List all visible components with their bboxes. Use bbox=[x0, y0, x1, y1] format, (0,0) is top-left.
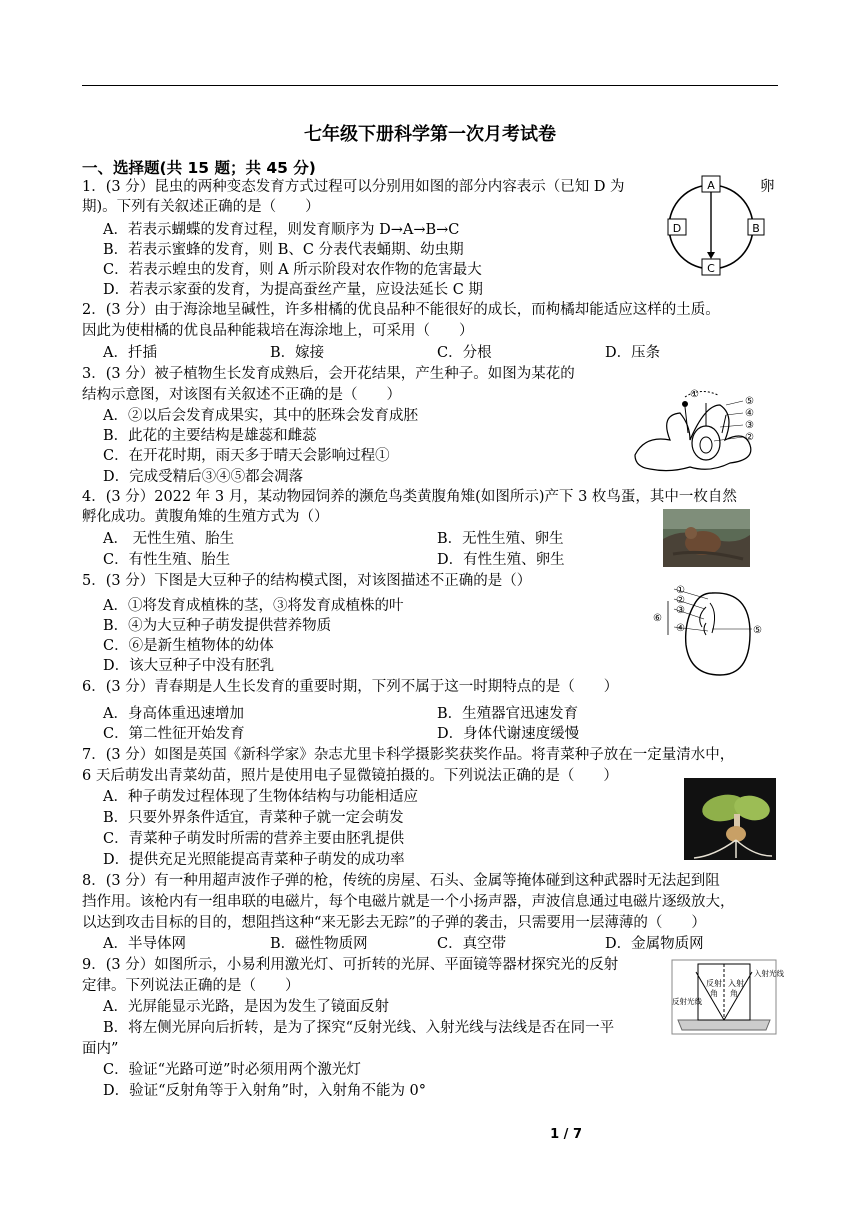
question-4-stem-2: 孵化成功。黄腹角雉的生殖方式为（） bbox=[82, 509, 329, 525]
question-5-option-d: D．该大豆种子中没有胚乳 bbox=[103, 658, 275, 674]
diagram-label-a: A bbox=[707, 179, 715, 192]
question-4-stem: 4．(3 分）2022 年 3 月，某动物园饲养的濒危鸟类黄腹角雉(如图所示)产下 3 枚鸟蛋，其中一枚自然 bbox=[82, 489, 737, 505]
flower-label-1: ① bbox=[690, 389, 699, 400]
question-2-option-c: C．分根 bbox=[437, 345, 492, 361]
question-1-option-b: B．若表示蜜蜂的发育，则 B、C 分表代表蛹期、幼虫期 bbox=[103, 242, 464, 258]
question-6-option-b: B．生殖器官迅速发育 bbox=[437, 706, 579, 722]
seedling-photo bbox=[684, 778, 776, 860]
question-7-option-d: D．提供充足光照能提高青菜种子萌发的成功率 bbox=[103, 852, 405, 868]
question-3-option-c: C．在开花时期，雨天多于晴天会影响过程① bbox=[103, 448, 390, 464]
question-7-stem: 7．(3 分）如图是英国《新科学家》杂志尤里卡科学摄影奖获奖作品。将青菜种子放在一定量清水中， bbox=[82, 747, 735, 763]
question-8-option-a: A．半导体网 bbox=[103, 936, 186, 952]
question-9-option-a: A．光屏能显示光路，是因为发生了镜面反射 bbox=[103, 999, 389, 1015]
insect-cycle-diagram bbox=[664, 170, 764, 280]
question-8-stem: 8．(3 分）有一种用超声波作子弹的枪，传统的房屋、石头、金属等掩体碰到这种武器时无法起到阻 bbox=[82, 873, 720, 889]
question-8-stem-3: 以达到攻击目标的目的，想阻挡这种“来无影去无踪”的子弹的袭击，只需要用一层薄薄的（ ） bbox=[82, 915, 706, 931]
question-9-option-c: C．验证“光路可逆”时必须用两个激光灯 bbox=[103, 1062, 361, 1078]
question-3-stem-2: 结构示意图，对该图有关叙述不正确的是（ ） bbox=[82, 387, 401, 403]
seed-label-5: ⑤ bbox=[753, 625, 762, 636]
reflected-ray-label: 反射光线 bbox=[672, 997, 702, 1006]
question-3-stem: 3．(3 分）被子植物生长发育成熟后，会开花结果，产生种子。如图为某花的 bbox=[82, 366, 575, 382]
question-3-option-a: A．②以后会发育成果实，其中的胚珠会发育成胚 bbox=[103, 408, 418, 424]
question-9-option-d: D．验证“反射角等于入射角”时，入射角不能为 0° bbox=[103, 1083, 427, 1099]
question-1-option-c: C．若表示蝗虫的发育，则 A 所示阶段对农作物的危害最大 bbox=[103, 262, 482, 278]
question-7-stem-2: 6 天后萌发出青菜幼苗，照片是使用电子显微镜拍摄的。下列说法正确的是（ ） bbox=[82, 768, 618, 784]
diagram-label-c: C bbox=[707, 262, 715, 275]
question-5-option-a: A．①将发育成植株的茎，③将发育成植株的叶 bbox=[103, 598, 404, 614]
flower-label-5: ⑤ bbox=[745, 396, 754, 407]
flower-structure-diagram bbox=[630, 385, 780, 475]
reflect-angle-label-2: 角 bbox=[710, 989, 718, 998]
question-7-option-a: A．种子萌发过程体现了生物体结构与功能相适应 bbox=[103, 789, 418, 805]
question-6-option-c: C．第二性征开始发育 bbox=[103, 726, 245, 742]
question-6-option-d: D．身体代谢速度缓慢 bbox=[437, 726, 580, 742]
seed-label-6: ⑥ bbox=[653, 613, 662, 624]
question-2-option-d: D．压条 bbox=[605, 345, 661, 361]
seed-label-2: ② bbox=[676, 595, 685, 606]
question-9-option-b: B．将左侧光屏向后折转，是为了探究“反射光线、入射光线与法线是否在同一平 bbox=[103, 1020, 615, 1036]
question-1-option-a: A．若表示蝴蝶的发育过程，则发育顺序为 D→A→B→C bbox=[103, 222, 460, 238]
question-2-option-a: A．扦插 bbox=[103, 345, 157, 361]
question-9-stem: 9．(3 分）如图所示，小易利用激光灯、可折转的光屏、平面镜等器材探究光的反射 bbox=[82, 957, 619, 973]
question-2-option-b: B．嫁接 bbox=[270, 345, 325, 361]
question-8-option-b: B．磁性物质网 bbox=[270, 936, 368, 952]
question-5-stem: 5．(3 分）下图是大豆种子的结构模式图，对该图描述不正确的是（） bbox=[82, 573, 532, 589]
question-8-option-c: C．真空带 bbox=[437, 936, 507, 952]
reflect-angle-label: 反射 bbox=[706, 979, 722, 988]
question-8-stem-2: 挡作用。该枪内有一组串联的电磁片，每个电磁片就是一个小扬声器，声波信息通过电磁片逐级放大， bbox=[82, 894, 735, 910]
question-6-stem: 6．(3 分）青春期是人生长发育的重要时期，下列不属于这一时期特点的是（ ） bbox=[82, 679, 619, 695]
question-4-option-d: D．有性生殖、卵生 bbox=[437, 552, 565, 568]
question-7-option-c: C．青菜种子萌发时所需的营养主要由胚乳提供 bbox=[103, 831, 405, 847]
flower-label-3: ③ bbox=[745, 420, 754, 431]
seed-label-1: ① bbox=[676, 585, 685, 596]
question-1-stem-2: 期)。下列有关叙述正确的是（ ） bbox=[82, 199, 320, 215]
seed-label-4: ④ bbox=[676, 623, 685, 634]
question-1-stem: 1．(3 分）昆虫的两种变态发育方式过程可以分别用如图的部分内容表示（已知 D 为 bbox=[82, 179, 625, 195]
question-1-option-d: D．若表示家蚕的发育，为提高蚕丝产量，应设法延长 C 期 bbox=[103, 282, 483, 298]
question-3-option-d: D．完成受精后③④⑤都会凋落 bbox=[103, 469, 304, 485]
incident-angle-label: 入射 bbox=[728, 979, 744, 988]
question-5-option-b: B．④为大豆种子萌发提供营养物质 bbox=[103, 618, 332, 634]
diagram-label-b: B bbox=[752, 222, 760, 235]
question-2-stem: 2．(3 分）由于海涂地呈碱性，许多柑橘的优良品种不能很好的成长，而枸橘却能适应这样的土质。 bbox=[82, 302, 720, 318]
flower-label-2: ② bbox=[745, 432, 754, 443]
header-rule bbox=[82, 85, 778, 86]
question-9-stem-2: 定律。下列说法正确的是（ ） bbox=[82, 978, 300, 994]
page-number: 1 / 7 bbox=[550, 1127, 582, 1142]
question-6-option-a: A．身高体重迅速增加 bbox=[103, 706, 244, 722]
question-8-option-d: D．金属物质网 bbox=[605, 936, 704, 952]
question-5-option-c: C．⑥是新生植物体的幼体 bbox=[103, 638, 274, 654]
section-heading: 一、选择题(共 15 题；共 45 分) bbox=[82, 159, 316, 177]
question-4-option-c: C．有性生殖、胎生 bbox=[103, 552, 231, 568]
diagram-label-d: D bbox=[672, 222, 682, 235]
question-1-stem-tail: 卵 bbox=[760, 179, 775, 195]
incident-angle-label-2: 角 bbox=[730, 989, 738, 998]
question-2-stem-2: 因此为使柑橘的优良品种能栽培在海涂地上，可采用（ ） bbox=[82, 323, 474, 339]
light-reflection-apparatus bbox=[670, 958, 784, 1036]
page-title: 七年级下册科学第一次月考试卷 bbox=[304, 124, 556, 145]
incident-ray-label: 入射光线 bbox=[754, 969, 784, 978]
bird-photo bbox=[663, 509, 750, 567]
question-9-option-b-cont: 面内” bbox=[82, 1041, 119, 1057]
question-3-option-b: B．此花的主要结构是雄蕊和雌蕊 bbox=[103, 428, 317, 444]
question-7-option-b: B．只要外界条件适宜，青菜种子就一定会萌发 bbox=[103, 810, 404, 826]
question-4-option-b: B．无性生殖、卵生 bbox=[437, 531, 564, 547]
soybean-seed-diagram bbox=[650, 583, 765, 679]
seed-label-3: ③ bbox=[676, 605, 685, 616]
question-4-option-a: A． 无性生殖、胎生 bbox=[103, 531, 235, 547]
flower-label-4: ④ bbox=[745, 408, 754, 419]
